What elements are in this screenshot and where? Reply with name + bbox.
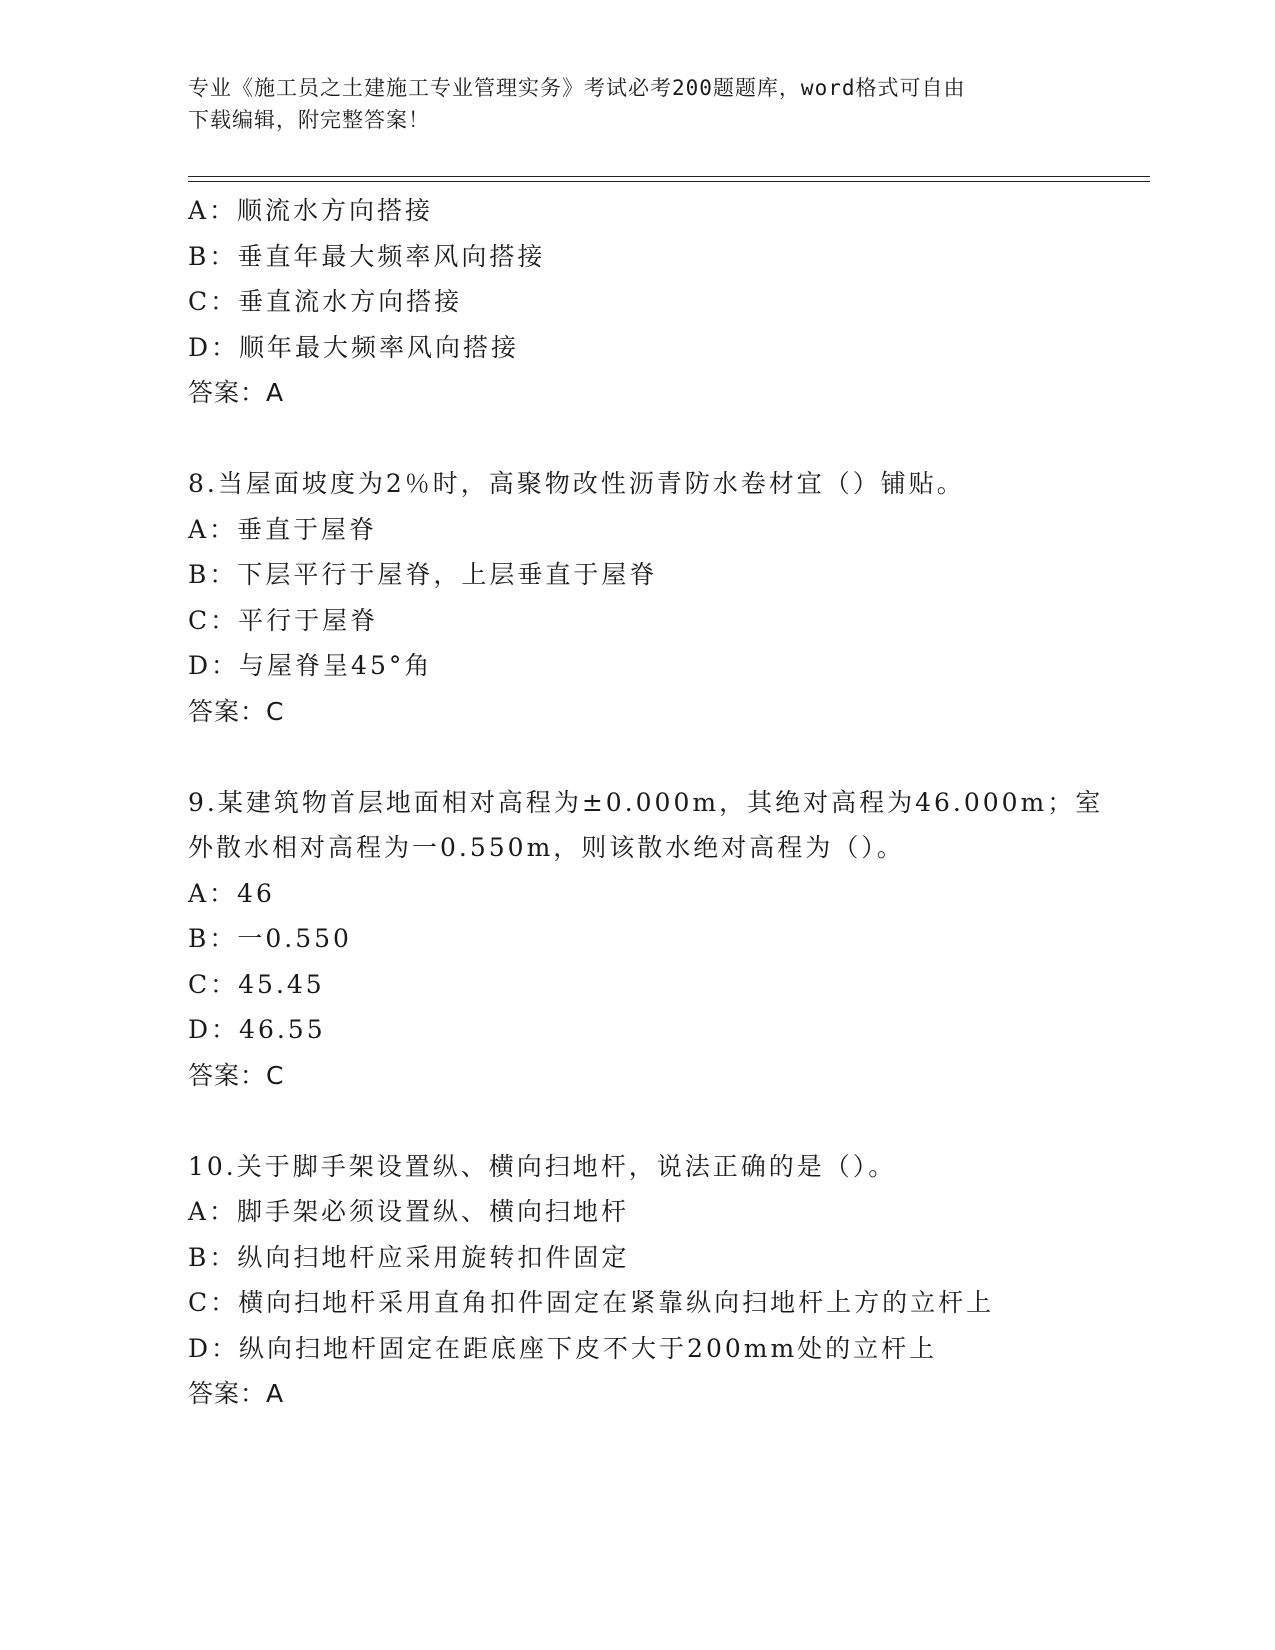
question-text: 8.当屋面坡度为2％时，高聚物改性沥青防水卷材宜（）铺贴。	[188, 469, 965, 498]
option-a: A：顺流水方向搭接	[188, 196, 434, 225]
option-d: D：顺年最大频率风向搭接	[188, 332, 520, 362]
document-header	[188, 72, 1088, 136]
answer: 答案：A	[188, 1379, 285, 1408]
option-c: C：横向扫地杆采用直角扣件固定在紧靠纵向扫地杆上方的立杆上	[188, 1288, 995, 1317]
option-c: C：平行于屋脊	[188, 605, 379, 635]
option-c: C：45.45	[188, 969, 325, 999]
header-divider-bottom	[188, 181, 1150, 182]
option-a: A：垂直于屋脊	[188, 514, 378, 544]
option-b: B：垂直年最大频率风向搭接	[188, 241, 546, 271]
spacer	[188, 734, 1128, 780]
question-block-9	[188, 780, 1128, 1099]
option-a: A：脚手架必须设置纵、横向扫地杆	[188, 1197, 630, 1226]
option-c: C：垂直流水方向搭接	[188, 287, 463, 316]
header-divider-top	[188, 176, 1150, 177]
question-list	[188, 188, 1128, 1417]
question-block-10	[188, 1144, 1128, 1417]
spacer	[188, 416, 1128, 462]
spacer	[188, 1098, 1128, 1144]
option-d: D：与屋脊呈45°角	[188, 651, 433, 680]
option-b: B：下层平行于屋脊，上层垂直于屋脊	[188, 560, 658, 589]
answer: 答案：A	[188, 378, 285, 407]
option-b: B：纵向扫地杆应采用旋转扣件固定	[188, 1242, 630, 1272]
question-block-7	[188, 188, 1128, 416]
option-b: B：一0.550	[188, 924, 352, 953]
question-text: 10.关于脚手架设置纵、横向扫地杆，说法正确的是（）。	[188, 1151, 897, 1181]
question-text-line-2: 外散水相对高程为一0.550m，则该散水绝对高程为（）。	[188, 833, 905, 862]
option-d: D：46.55	[188, 1015, 326, 1044]
option-a: A：46	[188, 878, 275, 908]
option-d: D：纵向扫地杆固定在距底座下皮不大于200mm处的立杆上	[188, 1333, 938, 1363]
header-line-2: 下载编辑，附完整答案！	[188, 108, 430, 132]
answer: 答案：C	[188, 1060, 285, 1090]
header-line-1: 专业《施工员之土建施工专业管理实务》考试必考200题题库，word格式可自由	[188, 76, 966, 100]
question-block-8	[188, 461, 1128, 734]
answer: 答案：C	[188, 696, 285, 726]
question-text-line-1: 9.某建筑物首层地面相对高程为±0.000m，其绝对高程为46.000m；室	[188, 787, 1104, 817]
